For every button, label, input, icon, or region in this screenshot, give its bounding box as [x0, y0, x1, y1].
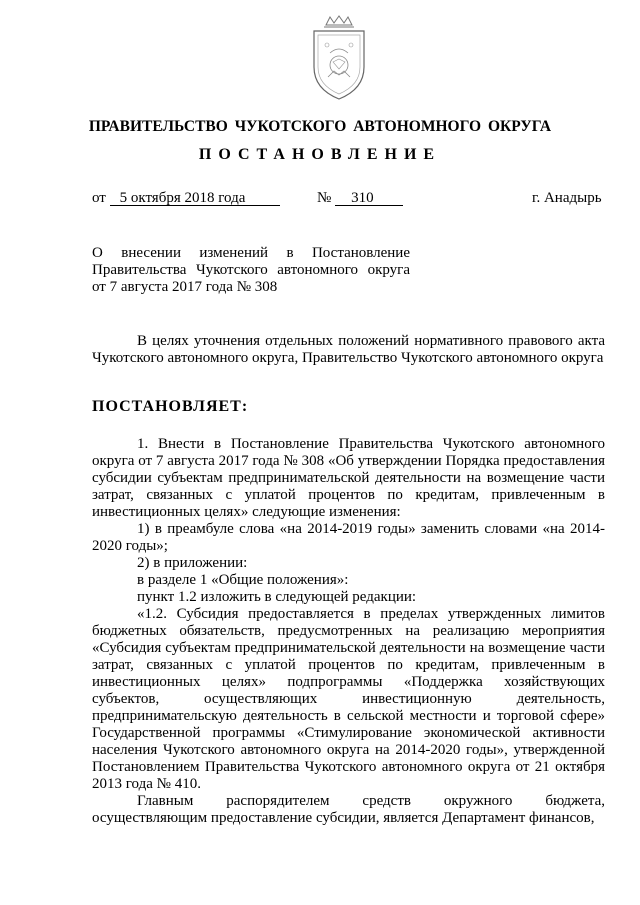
paragraph: в разделе 1 «Общие положения»: — [137, 572, 349, 588]
preamble — [92, 333, 605, 367]
paragraph: пункт 1.2 изложить в следующей редакции: — [137, 589, 417, 605]
date-value: 5 октября 2018 года — [110, 191, 280, 206]
paragraph: 1. Внести в Постановление Правительства Чукотского автономного округа от 7 августа 2017 года № 308 «Об утверждении Порядка предоставления субсидии субъектам предпринимательской деятельности на возмещение части затрат, связанных с уплатой процентов по кредитам, привлеченным в инвестиционных целях» следующие изменения: — [92, 436, 605, 520]
paragraph: 1) в преамбуле слова «на 2014-2019 годы» заменить словами «на 2014-2020 годы»; — [92, 521, 605, 554]
paragraph: 2) в приложении: — [137, 555, 248, 571]
document-subject — [92, 245, 410, 296]
number-label: № — [317, 190, 332, 206]
subject-line: О внесении изменений в Постановление — [92, 245, 410, 261]
preamble-text: В целях уточнения отдельных положений нормативного правового акта Чукотского автономного округа, Правительство Чукотского автономного округа — [92, 333, 605, 366]
paragraph: «1.2. Субсидия предоставляется в пределах утвержденных лимитов бюджетных обязательств, предусмотренных на реализацию мероприятия «Субсидия субъектам предпринимательской деятельности на возмещение части затрат, связанных с уплатой процентов по кредитам, привлеченным в инвестиционных целях» подпрограммы «Поддержка хозяйствующих субъектов, осуществляющих инвестиционную деятельность, предпринимательскую деятельность в сельской местности и торговой сфере» Государственной программы «Стимулирование экономической активности населения Чукотского автономного округа на 2014-2020 годы», утвержденной Постановлением Правительства Чукотского автономного округа от 21 октября 2013 года № 410. — [92, 606, 605, 792]
number-field — [317, 190, 403, 207]
date-label: от — [92, 190, 106, 206]
subject-line: от 7 августа 2017 года № 308 — [92, 279, 278, 295]
resolves-heading: ПОСТАНОВЛЯЕТ: — [92, 398, 249, 415]
number-value: 310 — [335, 191, 403, 206]
document-body — [92, 436, 605, 827]
organization-title: ПРАВИТЕЛЬСТВО ЧУКОТСКОГО АВТОНОМНОГО ОКРУГА — [88, 118, 552, 135]
document-type: ПОСТАНОВЛЕНИЕ — [198, 146, 442, 163]
city: г. Анадырь — [532, 190, 602, 206]
coat-of-arms-icon — [300, 15, 378, 103]
subject-line: Правительства Чукотского автономного округа — [92, 262, 410, 278]
date-field — [92, 190, 280, 207]
paragraph: Главным распорядителем средств окружного бюджета, осуществляющим предоставление субсидии, является Департамент финансов, — [92, 793, 605, 826]
